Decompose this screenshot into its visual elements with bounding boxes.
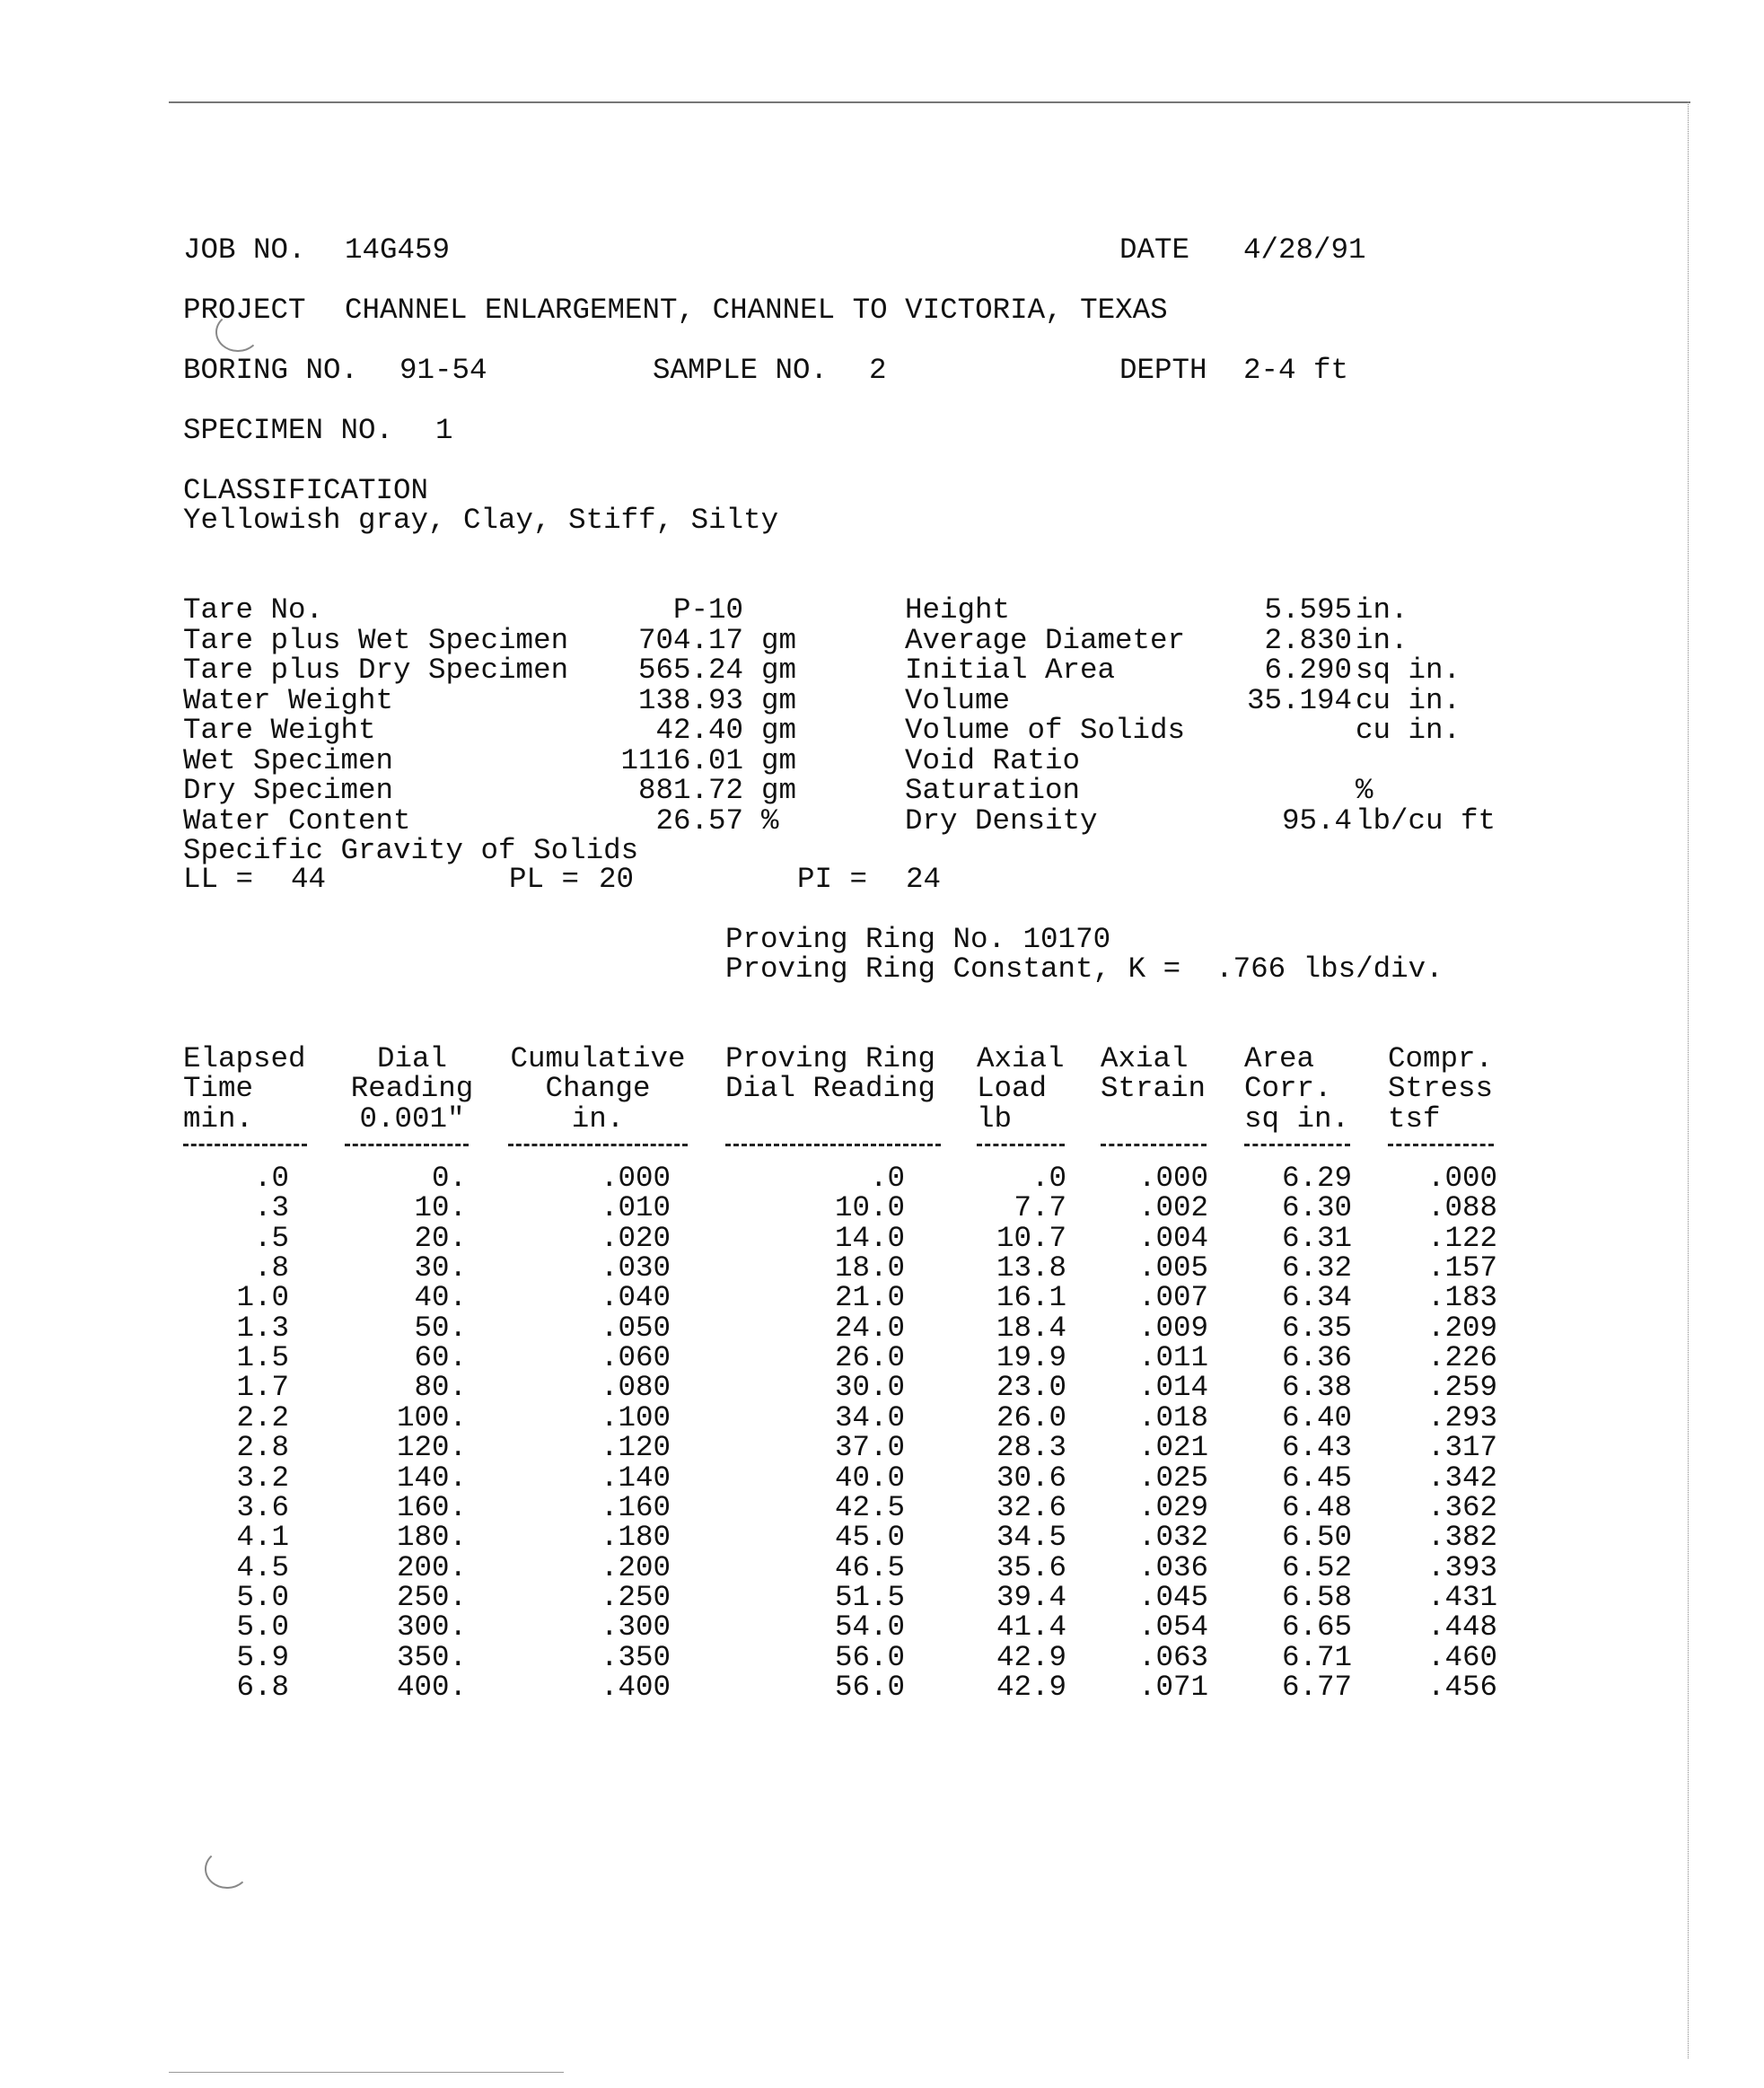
table-cell: .063 <box>1137 1640 1208 1674</box>
table-cell: 140. <box>396 1461 467 1495</box>
table-cell: 5.9 <box>236 1640 289 1674</box>
table-cell: 6.45 <box>1281 1461 1352 1495</box>
table-cell: .250 <box>600 1580 671 1614</box>
table-cell: .362 <box>1426 1490 1497 1524</box>
table-cell: .209 <box>1426 1311 1497 1345</box>
table-cell: 40.0 <box>834 1461 905 1495</box>
property-label: Average Diameter <box>905 623 1186 657</box>
table-cell: 30. <box>414 1251 467 1285</box>
table-cell: 19.9 <box>996 1341 1066 1375</box>
table-cell: .431 <box>1426 1580 1497 1614</box>
page-edge-top <box>169 101 1690 103</box>
table-cell: 80. <box>414 1371 467 1405</box>
table-cell: 6.31 <box>1281 1221 1352 1255</box>
table-cell: 40. <box>414 1281 467 1315</box>
column-header: Area <box>1244 1042 1315 1075</box>
table-cell: 6.35 <box>1281 1311 1352 1345</box>
property-label: Water Content <box>183 803 411 838</box>
table-cell: 6.32 <box>1281 1251 1352 1285</box>
column-header: Strain <box>1101 1072 1207 1106</box>
table-cell: .448 <box>1426 1610 1497 1645</box>
column-header: sq in. <box>1244 1101 1350 1136</box>
table-cell: .120 <box>600 1431 671 1465</box>
table-cell: .036 <box>1137 1550 1208 1584</box>
column-header: Time <box>183 1072 254 1106</box>
table-cell: 6.30 <box>1281 1191 1352 1225</box>
table-cell: 6.58 <box>1281 1580 1352 1614</box>
property-unit: gm <box>761 683 797 717</box>
table-cell: .005 <box>1137 1251 1208 1285</box>
table-cell: 30.0 <box>834 1371 905 1405</box>
proving-ring-number: Proving Ring No. 10170 <box>725 923 1111 956</box>
project-value: CHANNEL ENLARGEMENT, CHANNEL TO VICTORIA, TEXAS <box>345 294 1168 327</box>
table-cell: .342 <box>1426 1461 1497 1495</box>
property-value: 35.194 <box>1246 683 1352 717</box>
table-cell: .040 <box>600 1281 671 1315</box>
classification-label: CLASSIFICATION <box>183 474 429 507</box>
table-cell: .200 <box>600 1550 671 1584</box>
header-rule <box>977 1144 1065 1146</box>
table-cell: 6.34 <box>1281 1281 1352 1315</box>
table-cell: 37.0 <box>834 1431 905 1465</box>
table-cell: 34.5 <box>996 1521 1066 1555</box>
table-cell: 200. <box>396 1550 467 1584</box>
property-label: Tare Weight <box>183 714 376 747</box>
table-cell: 250. <box>396 1580 467 1614</box>
column-header: Change <box>545 1072 651 1106</box>
table-cell: .382 <box>1426 1521 1497 1555</box>
table-cell: 7.7 <box>1014 1191 1066 1225</box>
table-cell: 23.0 <box>996 1371 1066 1405</box>
table-cell: 300. <box>396 1610 467 1645</box>
table-cell: 0. <box>431 1162 467 1195</box>
table-cell: .071 <box>1137 1670 1208 1704</box>
table-cell: .140 <box>600 1461 671 1495</box>
ll-value: 44 <box>291 863 327 896</box>
page-edge-bottom <box>169 2072 564 2073</box>
pi-value: 24 <box>906 863 942 896</box>
project-label: PROJECT <box>183 294 306 327</box>
table-cell: .180 <box>600 1521 671 1555</box>
property-value: 95.4 <box>1281 803 1352 838</box>
table-cell: 6.38 <box>1281 1371 1352 1405</box>
table-cell: .088 <box>1426 1191 1497 1225</box>
property-unit: gm <box>761 774 797 807</box>
table-cell: .000 <box>1426 1162 1497 1195</box>
table-cell: 46.5 <box>834 1550 905 1584</box>
header-rule <box>1244 1144 1350 1146</box>
depth-label: DEPTH <box>1119 354 1207 387</box>
table-cell: .025 <box>1137 1461 1208 1495</box>
property-label: Tare No. <box>183 593 324 627</box>
table-cell: 26.0 <box>834 1341 905 1375</box>
table-cell: .018 <box>1137 1400 1208 1434</box>
property-unit: in. <box>1356 623 1409 657</box>
proving-ring-constant: Proving Ring Constant, K = .766 lbs/div. <box>725 952 1444 986</box>
property-unit: cu in. <box>1356 683 1461 717</box>
table-cell: .350 <box>600 1640 671 1674</box>
property-label: Tare plus Dry Specimen <box>183 654 569 687</box>
table-cell: 21.0 <box>834 1281 905 1315</box>
table-cell: .032 <box>1137 1521 1208 1555</box>
table-cell: 6.36 <box>1281 1341 1352 1375</box>
property-value: 565.24 <box>637 654 743 687</box>
header-rule <box>1388 1144 1494 1146</box>
classification-value: Yellowish gray, Clay, Stiff, Silty <box>183 504 779 537</box>
pl-label: PL = <box>509 863 580 896</box>
property-label: Volume <box>905 683 1011 717</box>
table-cell: .030 <box>600 1251 671 1285</box>
table-cell: 60. <box>414 1341 467 1375</box>
table-cell: .300 <box>600 1610 671 1645</box>
property-unit: cu in. <box>1356 714 1461 747</box>
column-header: lb <box>977 1101 1013 1136</box>
table-cell: 16.1 <box>996 1281 1066 1315</box>
table-cell: 350. <box>396 1640 467 1674</box>
table-cell: 400. <box>396 1670 467 1704</box>
table-cell: 6.77 <box>1281 1670 1352 1704</box>
table-cell: .004 <box>1137 1221 1208 1255</box>
table-cell: 30.6 <box>996 1461 1066 1495</box>
job-label: JOB NO. <box>183 233 306 267</box>
property-unit: lb/cu ft <box>1356 803 1496 838</box>
table-cell: 100. <box>396 1400 467 1434</box>
header-rule <box>508 1144 688 1146</box>
table-cell: .021 <box>1137 1431 1208 1465</box>
table-cell: .456 <box>1426 1670 1497 1704</box>
table-cell: 34.0 <box>834 1400 905 1434</box>
table-cell: 4.1 <box>236 1521 289 1555</box>
property-value: 6.290 <box>1264 654 1352 687</box>
table-cell: 1.3 <box>236 1311 289 1345</box>
table-cell: .160 <box>600 1490 671 1524</box>
boring-value: 91-54 <box>399 354 487 387</box>
column-header: Corr. <box>1244 1072 1332 1106</box>
property-unit: in. <box>1356 593 1409 627</box>
property-label: Dry Density <box>905 803 1098 838</box>
table-cell: 6.8 <box>236 1670 289 1704</box>
table-cell: 56.0 <box>834 1670 905 1704</box>
table-cell: .000 <box>600 1162 671 1195</box>
property-label: Initial Area <box>905 654 1116 687</box>
table-cell: .054 <box>1137 1610 1208 1645</box>
table-cell: 14.0 <box>834 1221 905 1255</box>
pi-label: PI = <box>797 863 868 896</box>
table-cell: 5.0 <box>236 1610 289 1645</box>
column-header: in. <box>571 1101 625 1136</box>
table-cell: .400 <box>600 1670 671 1704</box>
header-rule <box>183 1144 307 1146</box>
date-label: DATE <box>1119 233 1190 267</box>
table-cell: 6.65 <box>1281 1610 1352 1645</box>
property-unit: gm <box>761 743 797 777</box>
table-cell: 4.5 <box>236 1550 289 1584</box>
table-cell: 120. <box>396 1431 467 1465</box>
property-unit: % <box>761 803 779 838</box>
table-cell: .009 <box>1137 1311 1208 1345</box>
table-cell: 42.5 <box>834 1490 905 1524</box>
column-header: Stress <box>1388 1072 1494 1106</box>
table-cell: 5.0 <box>236 1580 289 1614</box>
table-cell: 56.0 <box>834 1640 905 1674</box>
table-cell: 6.50 <box>1281 1521 1352 1555</box>
table-cell: 18.4 <box>996 1311 1066 1345</box>
table-cell: 39.4 <box>996 1580 1066 1614</box>
column-header: 0.001" <box>359 1101 465 1136</box>
column-header: min. <box>183 1101 254 1136</box>
pl-value: 20 <box>599 863 635 896</box>
table-cell: .010 <box>600 1191 671 1225</box>
specimen-value: 1 <box>435 414 453 447</box>
depth-value: 2-4 ft <box>1243 354 1349 387</box>
table-cell: .317 <box>1426 1431 1497 1465</box>
property-value: 138.93 <box>637 683 743 717</box>
column-header: Cumulative <box>510 1042 686 1075</box>
table-cell: 1.7 <box>236 1371 289 1405</box>
table-cell: 18.0 <box>834 1251 905 1285</box>
table-cell: .393 <box>1426 1550 1497 1584</box>
table-cell: 180. <box>396 1521 467 1555</box>
property-unit: gm <box>761 654 797 687</box>
table-cell: .226 <box>1426 1341 1497 1375</box>
property-value: P-10 <box>672 593 743 627</box>
table-cell: 3.2 <box>236 1461 289 1495</box>
column-header: Reading <box>350 1072 474 1106</box>
table-cell: 1.5 <box>236 1341 289 1375</box>
table-cell: .020 <box>600 1221 671 1255</box>
property-value: 1116.01 <box>620 743 743 777</box>
table-cell: .259 <box>1426 1371 1497 1405</box>
table-cell: .157 <box>1426 1251 1497 1285</box>
table-cell: .029 <box>1137 1490 1208 1524</box>
table-cell: 42.9 <box>996 1640 1066 1674</box>
table-cell: .0 <box>1031 1162 1066 1195</box>
property-label: Water Weight <box>183 683 394 717</box>
column-header: tsf <box>1388 1101 1441 1136</box>
property-unit: gm <box>761 714 797 747</box>
table-cell: 10.0 <box>834 1191 905 1225</box>
table-cell: .100 <box>600 1400 671 1434</box>
column-header: Compr. <box>1388 1042 1494 1075</box>
table-cell: 45.0 <box>834 1521 905 1555</box>
date-value: 4/28/91 <box>1243 233 1366 267</box>
property-label: Saturation <box>905 774 1081 807</box>
table-cell: 24.0 <box>834 1311 905 1345</box>
table-cell: 6.71 <box>1281 1640 1352 1674</box>
table-cell: 54.0 <box>834 1610 905 1645</box>
table-cell: 20. <box>414 1221 467 1255</box>
table-cell: 51.5 <box>834 1580 905 1614</box>
property-value: 704.17 <box>637 623 743 657</box>
column-header: Axial <box>977 1042 1065 1075</box>
table-cell: .050 <box>600 1311 671 1345</box>
sample-value: 2 <box>869 354 887 387</box>
table-cell: 35.6 <box>996 1550 1066 1584</box>
table-cell: .002 <box>1137 1191 1208 1225</box>
property-label: Void Ratio <box>905 743 1081 777</box>
table-cell: 6.40 <box>1281 1400 1352 1434</box>
property-unit: % <box>1356 774 1373 807</box>
property-unit: gm <box>761 623 797 657</box>
page-edge-right <box>1688 101 1689 2058</box>
property-label: Dry Specimen <box>183 774 394 807</box>
property-value: 881.72 <box>637 774 743 807</box>
column-header: Axial <box>1101 1042 1189 1075</box>
table-cell: .014 <box>1137 1371 1208 1405</box>
table-cell: .460 <box>1426 1640 1497 1674</box>
sample-label: SAMPLE NO. <box>653 354 829 387</box>
column-header: Proving Ring <box>725 1042 936 1075</box>
table-cell: .060 <box>600 1341 671 1375</box>
table-cell: 26.0 <box>996 1400 1066 1434</box>
table-cell: 10.7 <box>996 1221 1066 1255</box>
table-cell: 2.8 <box>236 1431 289 1465</box>
table-cell: 6.48 <box>1281 1490 1352 1524</box>
table-cell: 50. <box>414 1311 467 1345</box>
property-label: Height <box>905 593 1011 627</box>
table-cell: .011 <box>1137 1341 1208 1375</box>
table-cell: .045 <box>1137 1580 1208 1614</box>
property-value: 2.830 <box>1264 623 1352 657</box>
table-cell: .122 <box>1426 1221 1497 1255</box>
property-value: 42.40 <box>655 714 743 747</box>
header-rule <box>345 1144 469 1146</box>
table-cell: 2.2 <box>236 1400 289 1434</box>
table-cell: .183 <box>1426 1281 1497 1315</box>
property-unit: sq in. <box>1356 654 1461 687</box>
table-cell: .293 <box>1426 1400 1497 1434</box>
column-header: Dial <box>376 1042 447 1075</box>
table-cell: .0 <box>253 1162 289 1195</box>
property-label: Volume of Solids <box>905 714 1186 747</box>
table-cell: .007 <box>1137 1281 1208 1315</box>
column-header: Load <box>977 1072 1048 1106</box>
job-value: 14G459 <box>345 233 451 267</box>
table-cell: 28.3 <box>996 1431 1066 1465</box>
property-value: 5.595 <box>1264 593 1352 627</box>
column-header: Dial Reading <box>725 1072 936 1106</box>
table-cell: 6.43 <box>1281 1431 1352 1465</box>
table-cell: .3 <box>253 1191 289 1225</box>
property-label: Wet Specimen <box>183 743 394 777</box>
table-cell: 10. <box>414 1191 467 1225</box>
table-cell: .5 <box>253 1221 289 1255</box>
table-cell: 160. <box>396 1490 467 1524</box>
table-cell: .8 <box>253 1251 289 1285</box>
table-cell: 13.8 <box>996 1251 1066 1285</box>
table-cell: .080 <box>600 1371 671 1405</box>
table-cell: 6.29 <box>1281 1162 1352 1195</box>
table-cell: 32.6 <box>996 1490 1066 1524</box>
table-cell: 6.52 <box>1281 1550 1352 1584</box>
header-rule <box>725 1144 941 1146</box>
ll-label: LL = <box>183 863 254 896</box>
header-rule <box>1101 1144 1207 1146</box>
property-value: 26.57 <box>655 803 743 838</box>
table-cell: .000 <box>1137 1162 1208 1195</box>
punch-mark <box>205 1849 250 1889</box>
property-label: Tare plus Wet Specimen <box>183 623 569 657</box>
table-cell: .0 <box>869 1162 905 1195</box>
property-label: Specific Gravity of Solids <box>183 834 639 867</box>
specimen-label: SPECIMEN NO. <box>183 414 394 447</box>
table-cell: 41.4 <box>996 1610 1066 1645</box>
table-cell: 3.6 <box>236 1490 289 1524</box>
table-cell: 42.9 <box>996 1670 1066 1704</box>
table-cell: 1.0 <box>236 1281 289 1315</box>
column-header: Elapsed <box>183 1042 306 1075</box>
boring-label: BORING NO. <box>183 354 359 387</box>
